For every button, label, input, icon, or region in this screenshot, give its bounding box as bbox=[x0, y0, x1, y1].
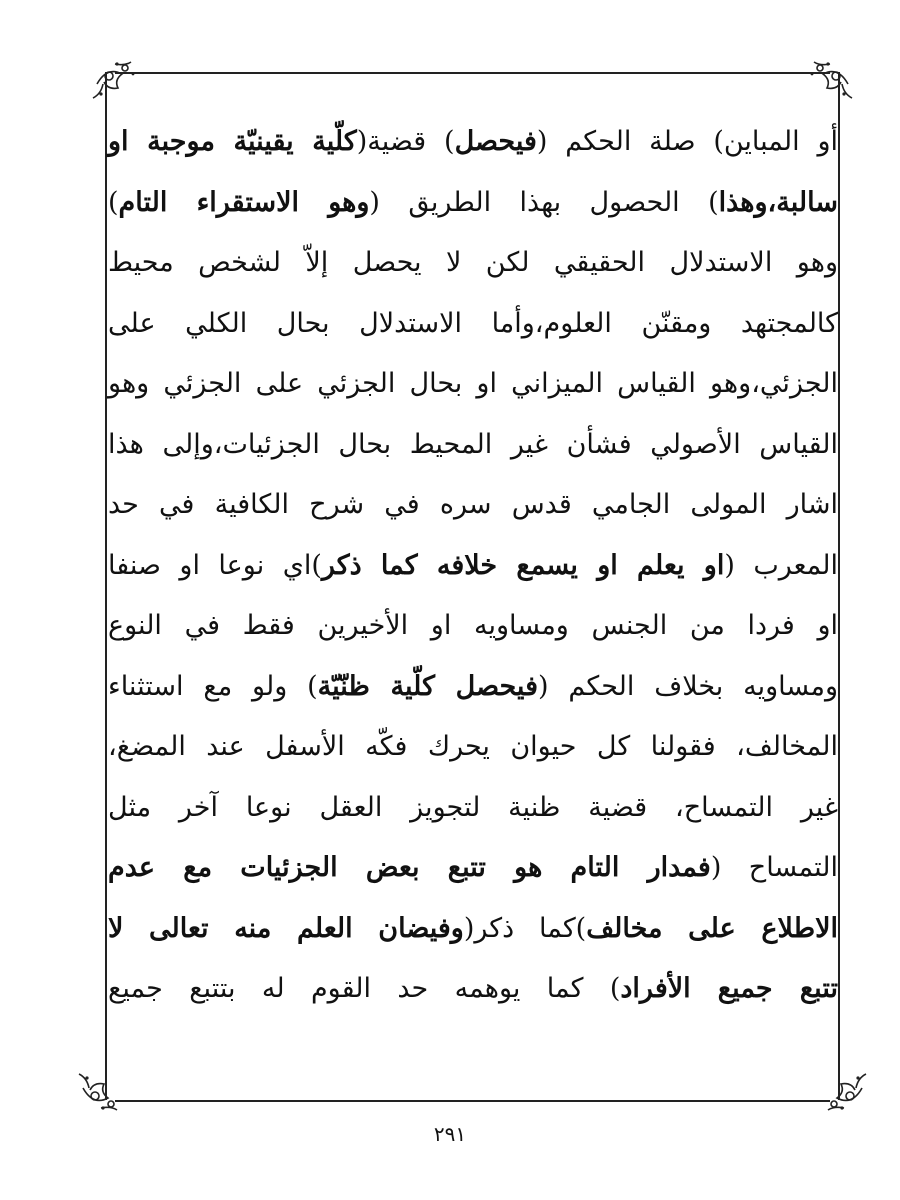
text-line bbox=[108, 596, 838, 657]
text-run: كالمجتهد ومقنّن العلوم،وأما الاستدلال بحال الكلي على bbox=[108, 307, 838, 339]
text-run: او فردا من الجنس ومساويه او الأخيرين فقط في النوع bbox=[108, 610, 838, 641]
bold-text-run: فمدار التام هو تتبع بعض الجزئيات مع عدم bbox=[108, 852, 711, 883]
text-run: المعرب ( bbox=[724, 549, 839, 581]
text-run: ومساويه بخلاف الحكم ( bbox=[537, 670, 838, 702]
text-line bbox=[108, 233, 838, 294]
bold-text-run: فيحصل كلّية ظنّيّة bbox=[317, 670, 538, 702]
text-run: ) ولو مع استثناء bbox=[108, 670, 318, 702]
text-line bbox=[108, 778, 838, 839]
text-run: القياس الأصولي فشأن غير المحيط بحال الجزئيات،وإلى هذا bbox=[108, 428, 838, 460]
text-line bbox=[108, 475, 838, 536]
corner-ornament-top-left bbox=[87, 54, 147, 114]
text-line bbox=[108, 294, 838, 355]
text-line bbox=[108, 354, 838, 415]
text-line bbox=[108, 112, 838, 173]
text-run: التمساح ( bbox=[710, 852, 838, 883]
text-line bbox=[108, 899, 838, 960]
text-line bbox=[108, 173, 838, 234]
text-line bbox=[108, 838, 838, 899]
text-run: غير التمساح، قضية ظنية لتجويز العقل نوعا آخر مثل bbox=[108, 791, 838, 823]
text-run: الجزئي،وهو القياس الميزاني او بحال الجزئي على الجزئي وهو bbox=[108, 368, 838, 399]
text-run: أو المباين) صلة الحكم ( bbox=[536, 126, 838, 157]
text-line bbox=[108, 536, 838, 597]
bold-text-run: وهو الاستقراء التام bbox=[118, 186, 370, 218]
body-text bbox=[108, 112, 838, 1020]
text-run: )اي نوعا او صنفا bbox=[108, 549, 322, 581]
page-number: ٢٩١ bbox=[433, 1122, 467, 1146]
text-run: ) قضية( bbox=[356, 126, 455, 157]
text-line bbox=[108, 959, 838, 1020]
corner-ornament-top-right bbox=[798, 54, 858, 114]
corner-ornament-bottom-left bbox=[73, 1058, 133, 1118]
corner-ornament-bottom-right bbox=[812, 1058, 872, 1118]
text-line bbox=[108, 717, 838, 778]
frame-top-rule bbox=[115, 72, 830, 74]
bold-text-run: وفيضان العلم منه تعالى لا bbox=[108, 912, 464, 944]
text-run: اشار المولى الجامي قدس سره في شرح الكافية في حد bbox=[108, 489, 838, 520]
text-line bbox=[108, 657, 838, 718]
text-run: ) الحصول بهذا الطريق ( bbox=[369, 186, 719, 218]
bold-text-run: كلّية يقينيّة موجبة او bbox=[108, 126, 357, 157]
text-run: المخالف، فقولنا كل حيوان يحرك فكّه الأسفل عند المضغ، bbox=[108, 731, 838, 762]
bold-text-run: سالبة،وهذا bbox=[718, 186, 838, 218]
bold-text-run: او يعلم او يسمع خلافه كما ذكر bbox=[321, 549, 725, 581]
bold-text-run: تتبع جميع الأفراد bbox=[620, 973, 838, 1004]
text-run: وهو الاستدلال الحقيقي لكن لا يحصل إلاّ لشخص محيط bbox=[108, 247, 838, 278]
text-line bbox=[108, 415, 838, 476]
bold-text-run: فيحصل bbox=[454, 126, 537, 157]
text-run: )كما ذكر( bbox=[463, 912, 587, 944]
text-run: ) bbox=[108, 186, 119, 218]
frame-bottom-rule bbox=[115, 1100, 830, 1102]
text-run: ) كما يوهمه حد القوم له بتتبع جميع bbox=[108, 973, 621, 1004]
bold-text-run: الاطلاع على مخالف bbox=[586, 912, 838, 944]
